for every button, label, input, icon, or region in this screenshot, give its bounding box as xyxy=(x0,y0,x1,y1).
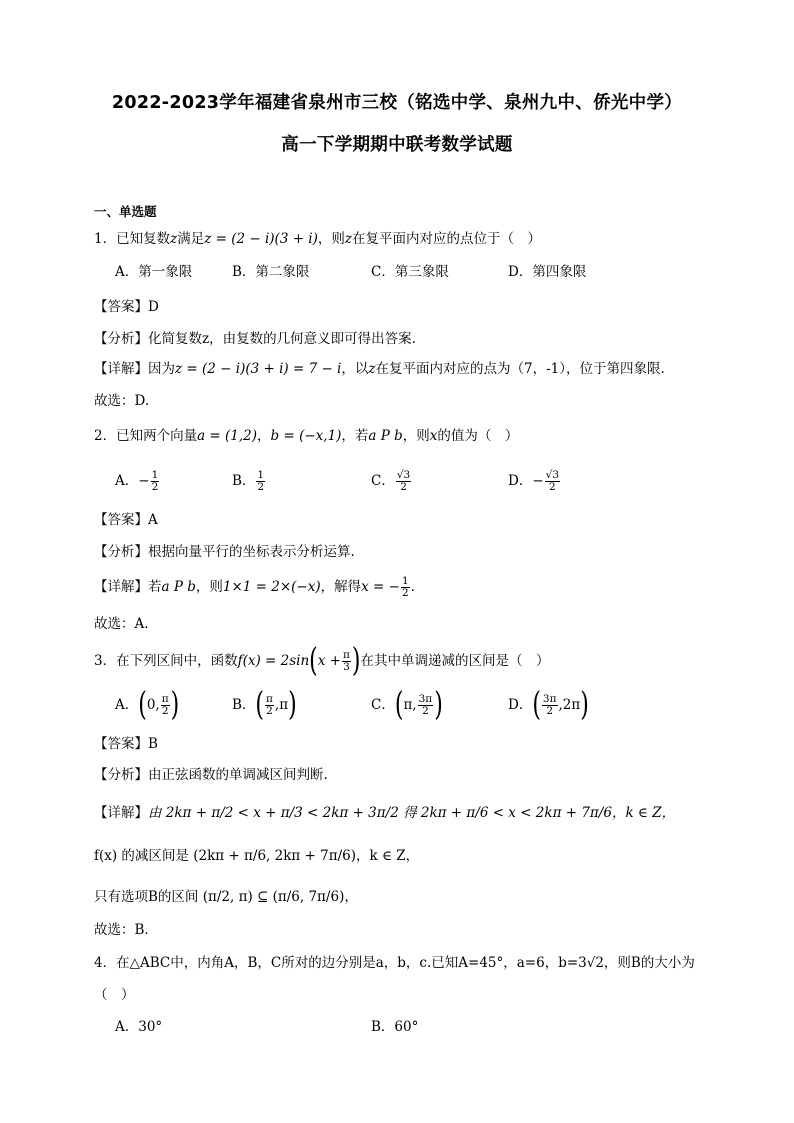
q2-option-c: C． $\frac{√3}{2}$ xyxy=(371,469,411,493)
q1-answer: 【答案】D xyxy=(94,299,159,315)
q3-option-d: D．( $\frac{3\pi}{2}$ ,2π) xyxy=(508,686,589,724)
q1-option-a: A．第一象限 xyxy=(115,264,193,280)
q3-option-b: B．( $\frac{\pi}{2}$ ,π) xyxy=(232,686,297,724)
q1-stem: 1．已知复数z满足z = (2 − i)(3 + i)，则z在复平面内对应的点位于（ ） xyxy=(94,231,542,247)
q3-stem: 3．在下列区间中，函数f(x) = 2sin(x + $\frac{\pi}{3}$ )在其中单调递减的区间是（ ） xyxy=(94,642,550,680)
q4-option-a: A．30° xyxy=(115,1019,163,1035)
q2-option-b: B． $\frac{1}{2}$ xyxy=(232,469,265,493)
q1-option-c: C．第三象限 xyxy=(371,264,449,280)
q2-stem: 2．已知两个向量a = (1,2)，b = (−x,1)，若a P b，则x的值为（ ） xyxy=(94,428,519,444)
q3-detail-3: 只有选项B的区间 (π/2, π) ⊆ (π/6, 7π/6)， xyxy=(94,889,358,905)
q3-conclusion: 故选：B． xyxy=(94,922,158,938)
q4-option-b: B．60° xyxy=(371,1019,419,1035)
q3-answer: 【答案】B xyxy=(94,736,158,752)
q3-analysis: 【分析】由正弦函数的单调减区间判断. xyxy=(94,767,328,783)
q3-detail-2: f(x) 的减区间是 (2kπ + π/6, 2kπ + 7π/6)，k ∈ Z， xyxy=(94,848,420,864)
section-heading: 一、单选题 xyxy=(94,204,157,219)
q1-analysis: 【分析】化简复数z，由复数的几何意义即可得出答案. xyxy=(94,331,416,347)
q2-analysis: 【分析】根据向量平行的坐标表示分析运算. xyxy=(94,544,355,560)
title-line-1: 2022-2023学年福建省泉州市三校（铭选中学、泉州九中、侨光中学） xyxy=(111,93,683,113)
q4-stem: 4．在△ABC中，内角A，B，C所对的边分别是a，b，c.已知A=45°，a=6，b=3√2，则B的大小为 xyxy=(94,955,695,971)
q1-option-d: D．第四象限 xyxy=(508,264,587,280)
q2-conclusion: 故选：A. xyxy=(94,616,149,632)
q1-detail: 【详解】因为z = (2 − i)(3 + i) = 7 − i，以z在复平面内对应的点为（7，-1），位于第四象限. xyxy=(94,361,665,377)
title-line-2: 高一下学期期中联考数学试题 xyxy=(281,135,513,155)
q3-option-c: C．(π, $\frac{3\pi}{2}$ ) xyxy=(371,686,443,724)
q1-conclusion: 故选：D. xyxy=(94,393,150,409)
q2-option-a: A．− $\frac{1}{2}$ xyxy=(115,469,159,493)
q3-detail-1: 【详解】由 2kπ + π/2 < x + π/3 < 2kπ + 3π/2 得 2kπ + π/6 < x < 2kπ + 7π/6，k ∈ Z， xyxy=(94,805,676,821)
q1-option-b: B．第二象限 xyxy=(232,264,310,280)
q2-detail: 【详解】若a P b，则1×1 = 2×(−x)，解得x = − $\frac{1}{2}$ . xyxy=(94,575,415,599)
q2-answer: 【答案】A xyxy=(94,512,158,528)
q4-stem-paren: （ ） xyxy=(94,987,135,1003)
q2-option-d: D．− $\frac{√3}{2}$ xyxy=(508,469,560,493)
q3-option-a: A．(0, $\frac{\pi}{2}$ ) xyxy=(115,686,180,724)
